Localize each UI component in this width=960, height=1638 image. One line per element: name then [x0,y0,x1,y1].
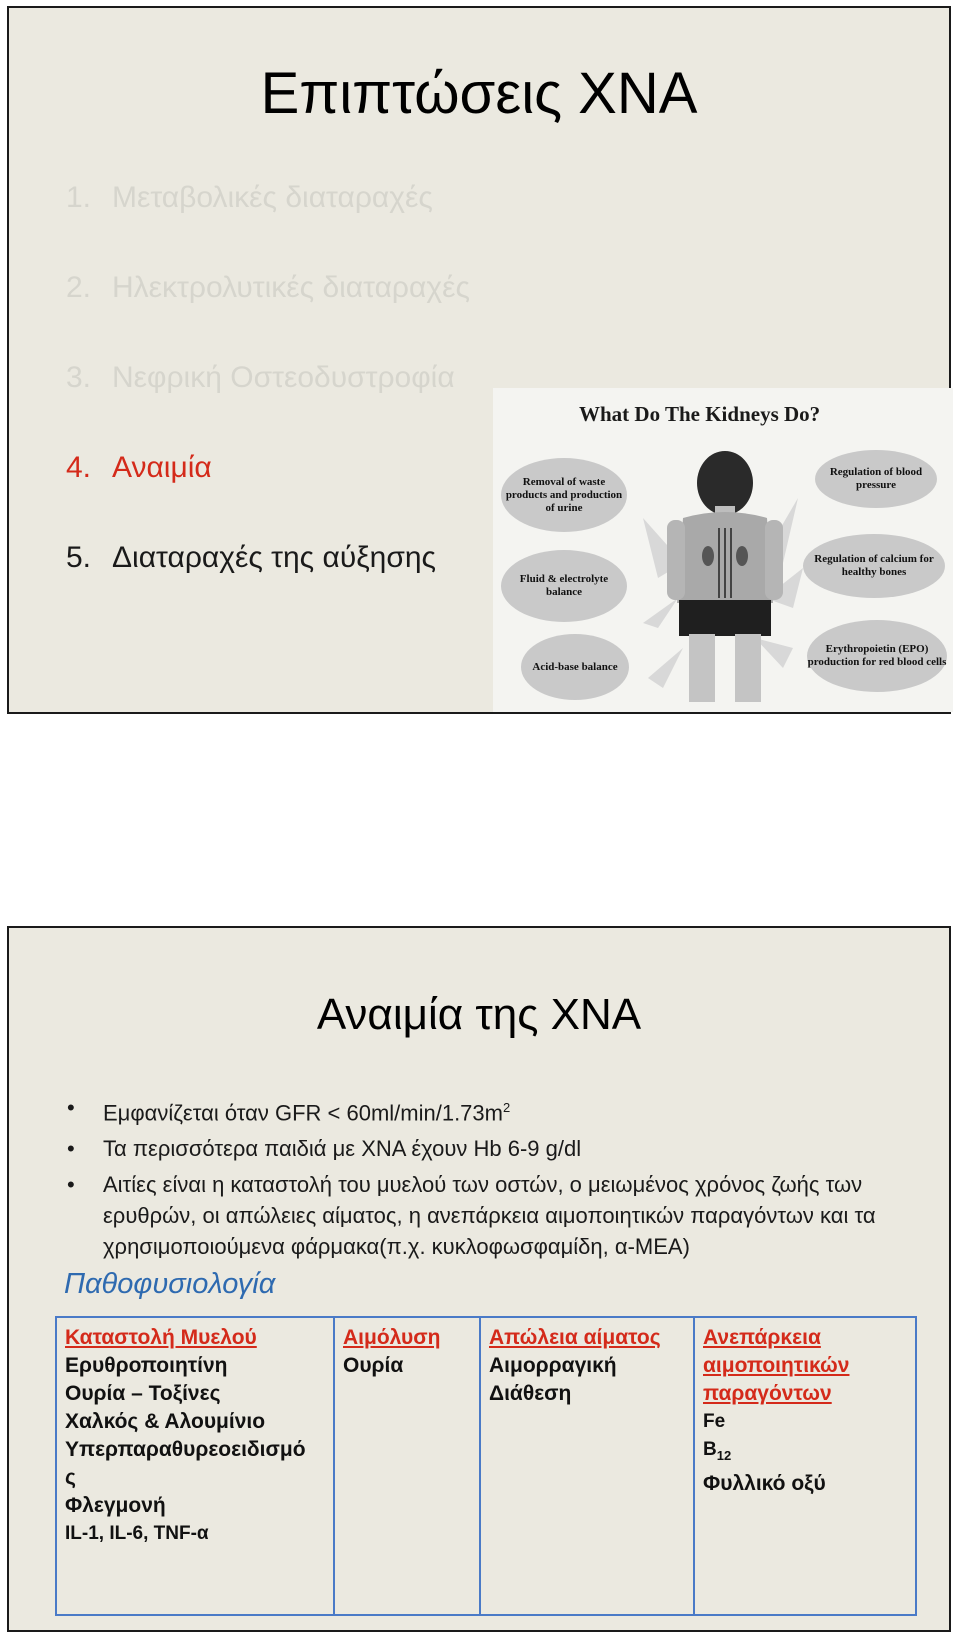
cell-line: Φυλλικό οξύ [703,1471,826,1495]
superscript: 2 [502,1100,511,1115]
item-label: Αναιμία [112,451,212,484]
column-heading: παραγόντων [703,1382,832,1405]
cell-line: Ερυθροποιητίνη [65,1354,228,1377]
topics-list [66,180,470,630]
bubble-waste: Removal of waste products and production of urine [501,458,627,532]
column-marrow [57,1318,335,1614]
column-deficiency [695,1318,915,1614]
item-label: Μεταβολικές διαταραχές [112,181,433,214]
list-item [66,270,470,360]
vitamin-b: B [703,1439,717,1460]
item-number: 1. [66,181,92,214]
cell-line: Φλεγμονή [65,1494,166,1517]
cell-line: Αιμορραγική [489,1354,617,1377]
slide-2 [7,926,951,1632]
cell-line: ς [65,1466,76,1489]
column-heading: Αιμόλυση [343,1326,441,1349]
item-label: Ηλεκτρολυτικές διαταραχές [112,271,470,304]
column-heading: Καταστολή Μυελού [65,1326,257,1349]
bullet-item: • Αιτίες είναι η καταστολή του μυελού των οστών, ο μειωμένος χρόνος ζωής των ερυθρών, οι απώλειες αίματος, η ανεπάρκεια αιμοποιητικών παραγόντων και τα χρησιμοποιούμενα φάρμακα(π.χ. κυκλοφωσφαμίδη, α-ΜΕΑ) [67,1169,927,1262]
cell-line: Υπερπαραθυρεοειδισμό [65,1438,306,1461]
cell-line: Ουρία – Τοξίνες [65,1382,221,1405]
kidneys-figure [493,388,953,712]
cell-line: Fe [703,1411,726,1432]
bullet-item [67,1092,927,1128]
item-label: Διαταραχές της αύξησης [112,541,436,574]
column-heading: αιμοποιητικών [703,1354,850,1377]
bubble-epo: Erythropoietin (EPO) production for red blood cells [807,620,947,692]
figure-title: What Do The Kidneys Do? [579,402,821,426]
cell-line: Διάθεση [489,1382,572,1405]
cell-line: Χαλκός & Αλουμίνιο [65,1410,266,1433]
slide-title: Επιπτώσεις ΧΝΑ [260,61,698,126]
pathophysiology-table [55,1316,917,1616]
bullet-list [67,1092,927,1267]
slide-title: Αναιμία της ΧΝΑ [316,990,642,1039]
list-item-active [66,450,470,540]
subheading: Παθοφυσιολογία [64,1268,276,1300]
cell-line: Ουρία [343,1354,404,1377]
cell-line: IL-1, IL-6, TNF-α [65,1523,209,1544]
list-item [66,360,470,450]
subscript: 12 [716,1447,732,1463]
bubble-calcium: Regulation of calcium for healthy bones [803,534,945,598]
item-label: Νεφρική Οστεοδυστροφία [112,361,455,394]
column-heading: Ανεπάρκεια [703,1326,821,1349]
item-number: 4. [66,451,92,484]
cell-line [703,1436,907,1470]
slide-1 [7,6,951,714]
bubble-blood-pressure: Regulation of blood pressure [815,450,937,508]
item-number: 5. [66,541,92,574]
bubble-fluid: Fluid & electrolyte balance [501,550,627,622]
column-blood-loss [481,1318,695,1614]
column-heading: Απώλεια αίματος [489,1326,661,1349]
item-number: 2. [66,271,92,304]
bubble-acid-base: Acid-base balance [521,634,629,700]
bullet-item: • Τα περισσότερα παιδιά με ΧΝΑ έχουν Hb 6-9 g/dl [67,1133,927,1164]
item-number: 3. [66,361,92,394]
column-hemolysis [335,1318,481,1614]
bullet-text: Εμφανίζεται όταν GFR < 60ml/min/1.73m [103,1100,503,1126]
list-item [66,540,470,630]
list-item [66,180,470,270]
